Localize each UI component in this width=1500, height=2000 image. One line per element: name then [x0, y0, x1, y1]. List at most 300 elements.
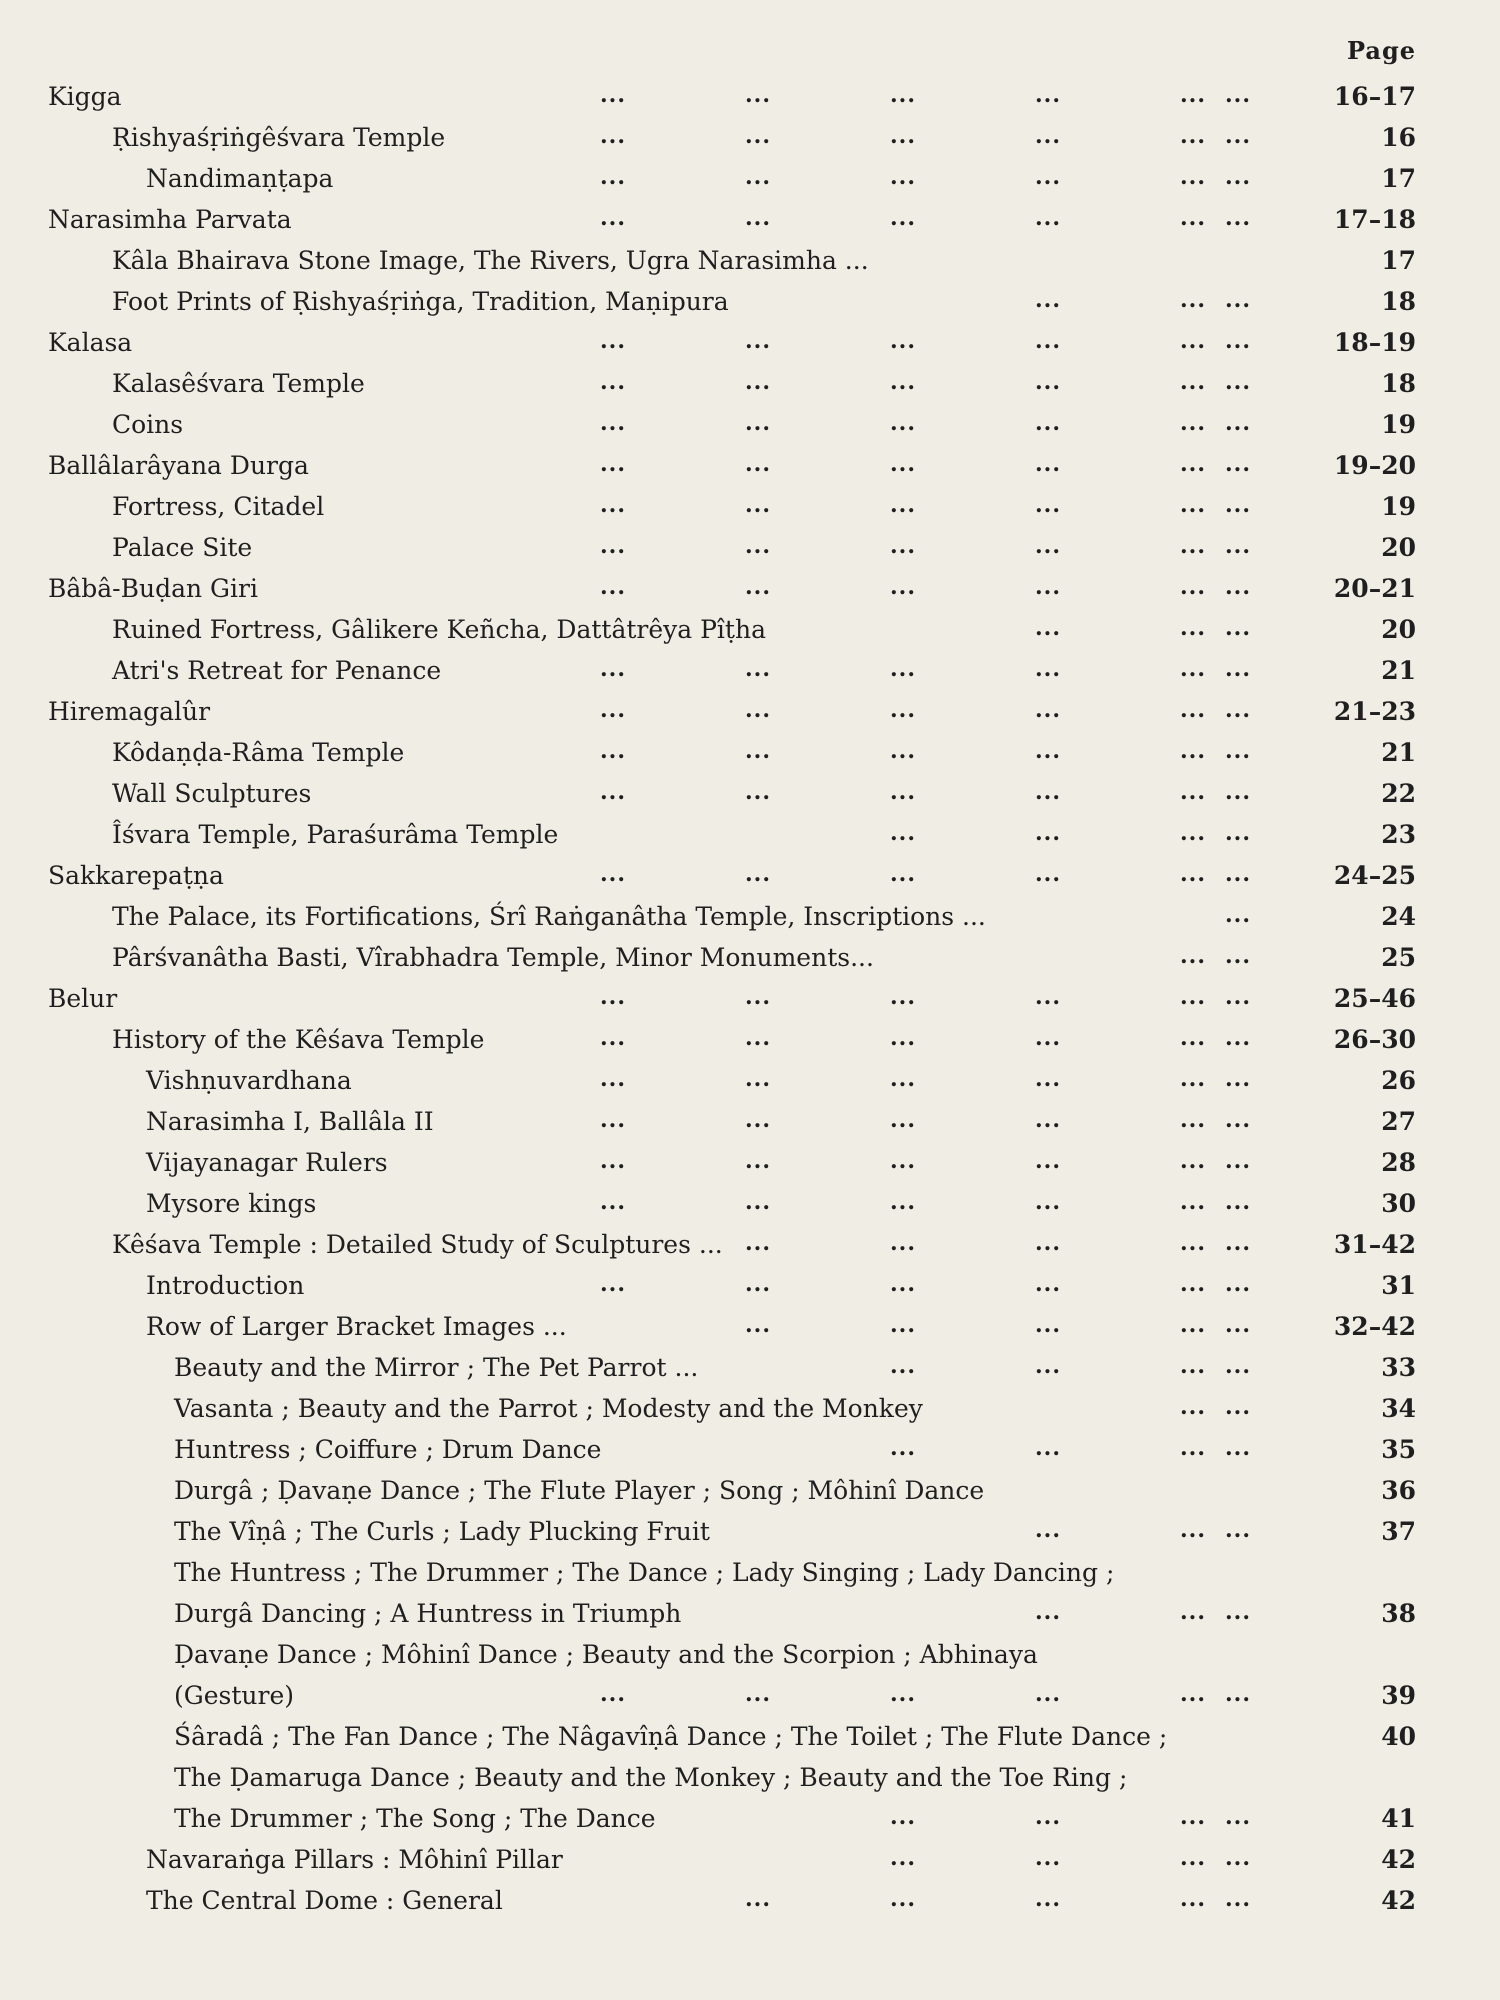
leader-dot-group: ... — [745, 738, 771, 764]
toc-entry-title: Navaraṅga Pillars : Môhinî Pillar — [146, 1845, 563, 1874]
leader-dot-group: ... — [1035, 738, 1061, 764]
leader-dot-group: ... — [745, 861, 771, 887]
toc-entry-title: The Drummer ; The Song ; The Dance — [174, 1804, 656, 1833]
leader-dot-group: ... — [1180, 697, 1206, 723]
toc-entry-title: Ṛishyaśṛiṅgêśvara Temple — [112, 123, 446, 152]
leader-dot-group: ... — [890, 1271, 916, 1297]
toc-row — [0, 695, 1500, 736]
leader-dot-group: ... — [1180, 738, 1206, 764]
leader-dot-group: ... — [890, 164, 916, 190]
page-column-header: Page — [1346, 36, 1416, 65]
leader-dot-group: ... — [1225, 1312, 1251, 1338]
leader-dot-group: ... — [1035, 369, 1061, 395]
toc-page-number: 19–20 — [1333, 451, 1416, 480]
leader-dots — [0, 1845, 1500, 1875]
leader-dot-group: ... — [1035, 1230, 1061, 1256]
leader-dot-group: ... — [600, 984, 626, 1010]
leader-dot-group: ... — [1180, 1312, 1206, 1338]
leader-dot-group: ... — [890, 1107, 916, 1133]
leader-dots — [0, 123, 1500, 153]
leader-dot-group: ... — [890, 1353, 916, 1379]
leader-dot-group: ... — [1035, 697, 1061, 723]
leader-dot-group: ... — [1225, 1066, 1251, 1092]
toc-page-number: 21 — [1381, 738, 1416, 767]
leader-dots — [0, 1640, 1500, 1670]
toc-page-number: 37 — [1381, 1517, 1416, 1546]
leader-dot-group: ... — [745, 1230, 771, 1256]
toc-page-number: 32–42 — [1333, 1312, 1416, 1341]
leader-dot-group: ... — [1225, 943, 1251, 969]
leader-dot-group: ... — [890, 328, 916, 354]
toc-entry-title: Vishṇuvardhana — [146, 1066, 352, 1095]
leader-dot-group: ... — [600, 492, 626, 518]
toc-entry-title: Nandimaṇṭapa — [146, 164, 334, 193]
leader-dot-group: ... — [745, 328, 771, 354]
toc-entry-title: Ballâlarâyana Durga — [48, 451, 309, 480]
leader-dot-group: ... — [745, 656, 771, 682]
leader-dot-group: ... — [1035, 328, 1061, 354]
leader-dot-group: ... — [1035, 123, 1061, 149]
leader-dot-group: ... — [745, 984, 771, 1010]
leader-dot-group: ... — [1180, 1599, 1206, 1625]
leader-dot-group: ... — [1225, 1599, 1251, 1625]
leader-dot-group: ... — [1035, 1435, 1061, 1461]
toc-row — [0, 1433, 1500, 1474]
toc-row — [0, 1064, 1500, 1105]
leader-dot-group: ... — [1180, 1066, 1206, 1092]
toc-page-number: 30 — [1381, 1189, 1416, 1218]
leader-dot-group: ... — [890, 1435, 916, 1461]
leader-dot-group: ... — [1225, 738, 1251, 764]
leader-dot-group: ... — [1225, 1107, 1251, 1133]
leader-dot-group: ... — [600, 738, 626, 764]
leader-dot-group: ... — [1225, 164, 1251, 190]
leader-dots — [0, 1558, 1500, 1588]
leader-dot-group: ... — [1180, 1271, 1206, 1297]
toc-page-number: 26–30 — [1333, 1025, 1416, 1054]
leader-dots — [0, 574, 1500, 604]
toc-page-number: 26 — [1381, 1066, 1416, 1095]
toc-page-number: 38 — [1381, 1599, 1416, 1628]
toc-entry-title: The Huntress ; The Drummer ; The Dance ; Lady Singing ; Lady Dancing ; — [174, 1558, 1115, 1587]
leader-dot-group: ... — [890, 1804, 916, 1830]
leader-dot-group: ... — [1225, 1230, 1251, 1256]
leader-dot-group: ... — [890, 1845, 916, 1871]
toc-entry-title: Hiremagalûr — [48, 697, 211, 726]
toc-row — [0, 859, 1500, 900]
leader-dot-group: ... — [1035, 1886, 1061, 1912]
toc-row — [0, 1023, 1500, 1064]
toc-page-number: 39 — [1381, 1681, 1416, 1710]
toc-row — [0, 1228, 1500, 1269]
leader-dot-group: ... — [1180, 410, 1206, 436]
leader-dot-group: ... — [745, 451, 771, 477]
toc-row — [0, 449, 1500, 490]
leader-dot-group: ... — [1180, 1886, 1206, 1912]
leader-dots — [0, 1599, 1500, 1629]
leader-dot-group: ... — [600, 1271, 626, 1297]
toc-row — [0, 900, 1500, 941]
leader-dot-group: ... — [1180, 820, 1206, 846]
leader-dot-group: ... — [1035, 615, 1061, 641]
leader-dot-group: ... — [890, 1230, 916, 1256]
toc-entry-title: Belur — [48, 984, 118, 1013]
leader-dots — [0, 1394, 1500, 1424]
toc-entry-title: Sakkarepaṭṇa — [48, 861, 224, 890]
toc-row — [0, 285, 1500, 326]
toc-entry-title: Narasimha I, Ballâla II — [146, 1107, 434, 1136]
leader-dot-group: ... — [890, 369, 916, 395]
toc-entry-title: Pârśvanâtha Basti, Vîrabhadra Temple, Minor Monuments... — [112, 943, 874, 972]
leader-dot-group: ... — [1180, 1230, 1206, 1256]
toc-entry-title: Kalasêśvara Temple — [112, 369, 365, 398]
leader-dots — [0, 1722, 1500, 1752]
leader-dot-group: ... — [1035, 1312, 1061, 1338]
toc-row — [0, 244, 1500, 285]
leader-dots — [0, 1763, 1500, 1793]
toc-page-number: 34 — [1381, 1394, 1416, 1423]
leader-dot-group: ... — [1225, 697, 1251, 723]
leader-dot-group: ... — [1180, 656, 1206, 682]
leader-dot-group: ... — [745, 1148, 771, 1174]
leader-dot-group: ... — [600, 1107, 626, 1133]
leader-dot-group: ... — [1180, 1845, 1206, 1871]
toc-entry-title: History of the Kêśava Temple — [112, 1025, 485, 1054]
leader-dot-group: ... — [1225, 861, 1251, 887]
leader-dots — [0, 451, 1500, 481]
leader-dot-group: ... — [1225, 779, 1251, 805]
toc-row — [0, 982, 1500, 1023]
leader-dot-group: ... — [1180, 574, 1206, 600]
leader-dot-group: ... — [1035, 1353, 1061, 1379]
leader-dot-group: ... — [745, 1066, 771, 1092]
leader-dot-group: ... — [890, 533, 916, 559]
leader-dot-group: ... — [1035, 492, 1061, 518]
toc-row — [0, 1269, 1500, 1310]
toc-entry-title: Śâradâ ; The Fan Dance ; The Nâgavîṇâ Dance ; The Toilet ; The Flute Dance ; — [174, 1722, 1168, 1751]
toc-page-number: 18–19 — [1333, 328, 1416, 357]
leader-dot-group: ... — [745, 779, 771, 805]
leader-dot-group: ... — [1035, 1025, 1061, 1051]
leader-dot-group: ... — [1035, 451, 1061, 477]
toc-entry-title: Vijayanagar Rulers — [146, 1148, 388, 1177]
leader-dots — [0, 1189, 1500, 1219]
leader-dots — [0, 779, 1500, 809]
leader-dot-group: ... — [600, 1681, 626, 1707]
leader-dot-group: ... — [1225, 1148, 1251, 1174]
leader-dot-group: ... — [1180, 492, 1206, 518]
toc-entry-title: Palace Site — [112, 533, 253, 562]
toc-page-number: 42 — [1381, 1886, 1416, 1915]
leader-dot-group: ... — [890, 451, 916, 477]
leader-dot-group: ... — [1035, 656, 1061, 682]
leader-dot-group: ... — [1180, 1804, 1206, 1830]
toc-entry-title: The Palace, its Fortifications, Śrî Raṅganâtha Temple, Inscriptions ... — [112, 902, 986, 931]
toc-page-number: 25 — [1381, 943, 1416, 972]
leader-dots — [0, 410, 1500, 440]
leader-dot-group: ... — [1180, 1394, 1206, 1420]
toc-entry-title: Durgâ Dancing ; A Huntress in Triumph — [174, 1599, 682, 1628]
toc-row — [0, 408, 1500, 449]
leader-dot-group: ... — [1180, 1107, 1206, 1133]
toc-row — [0, 1597, 1500, 1638]
leader-dot-group: ... — [1225, 574, 1251, 600]
leader-dot-group: ... — [1180, 943, 1206, 969]
toc-row — [0, 531, 1500, 572]
toc-row — [0, 1720, 1500, 1761]
leader-dots — [0, 656, 1500, 686]
leader-dot-group: ... — [1225, 1517, 1251, 1543]
leader-dot-group: ... — [600, 451, 626, 477]
leader-dots — [0, 738, 1500, 768]
toc-entry-title: Kigga — [48, 82, 122, 111]
leader-dot-group: ... — [1225, 1025, 1251, 1051]
leader-dot-group: ... — [1225, 656, 1251, 682]
leader-dot-group: ... — [600, 861, 626, 887]
leader-dot-group: ... — [1035, 1681, 1061, 1707]
toc-row — [0, 736, 1500, 777]
leader-dot-group: ... — [890, 1025, 916, 1051]
leader-dot-group: ... — [1225, 287, 1251, 313]
leader-dot-group: ... — [890, 984, 916, 1010]
toc-row — [0, 1761, 1500, 1802]
toc-entry-title: Huntress ; Coiffure ; Drum Dance — [174, 1435, 602, 1464]
toc-entry-title: Kalasa — [48, 328, 133, 357]
leader-dot-group: ... — [1225, 328, 1251, 354]
toc-row — [0, 1638, 1500, 1679]
leader-dots — [0, 1271, 1500, 1301]
toc-page-number: 20 — [1381, 533, 1416, 562]
toc-row — [0, 1392, 1500, 1433]
toc-row — [0, 162, 1500, 203]
leader-dot-group: ... — [1225, 123, 1251, 149]
toc-row — [0, 777, 1500, 818]
leader-dots — [0, 1066, 1500, 1096]
toc-entry-title: Îśvara Temple, Paraśurâma Temple — [112, 820, 559, 849]
leader-dot-group: ... — [1225, 205, 1251, 231]
toc-page-number: 17 — [1381, 246, 1416, 275]
leader-dot-group: ... — [890, 861, 916, 887]
leader-dots — [0, 246, 1500, 276]
leader-dots — [0, 492, 1500, 522]
leader-dots — [0, 1025, 1500, 1055]
leader-dot-group: ... — [1035, 1517, 1061, 1543]
toc-page-number: 22 — [1381, 779, 1416, 808]
leader-dots — [0, 1148, 1500, 1178]
leader-dot-group: ... — [600, 164, 626, 190]
leader-dots — [0, 533, 1500, 563]
toc-row — [0, 1679, 1500, 1720]
leader-dot-group: ... — [1180, 369, 1206, 395]
leader-dots — [0, 1886, 1500, 1916]
leader-dots — [0, 205, 1500, 235]
leader-dot-group: ... — [1035, 1599, 1061, 1625]
toc-row — [0, 80, 1500, 121]
leader-dot-group: ... — [745, 697, 771, 723]
leader-dot-group: ... — [1180, 533, 1206, 559]
leader-dot-group: ... — [1035, 205, 1061, 231]
toc-row — [0, 490, 1500, 531]
toc-row — [0, 1474, 1500, 1515]
leader-dots — [0, 369, 1500, 399]
toc-page-number: 17–18 — [1333, 205, 1416, 234]
toc-entry-title: Durgâ ; Ḍavaṇe Dance ; The Flute Player ; Song ; Môhinî Dance — [174, 1476, 985, 1505]
leader-dot-group: ... — [890, 410, 916, 436]
toc-row — [0, 1884, 1500, 1925]
leader-dots — [0, 1435, 1500, 1465]
leader-dot-group: ... — [890, 697, 916, 723]
leader-dot-group: ... — [1180, 615, 1206, 641]
toc-row — [0, 326, 1500, 367]
toc-page-number: 28 — [1381, 1148, 1416, 1177]
leader-dots — [0, 820, 1500, 850]
toc-page-number: 41 — [1381, 1804, 1416, 1833]
leader-dot-group: ... — [1180, 1025, 1206, 1051]
leader-dot-group: ... — [600, 1025, 626, 1051]
leader-dot-group: ... — [1035, 410, 1061, 436]
leader-dot-group: ... — [1225, 369, 1251, 395]
leader-dot-group: ... — [890, 1189, 916, 1215]
leader-dot-group: ... — [1035, 1148, 1061, 1174]
leader-dot-group: ... — [600, 328, 626, 354]
leader-dot-group: ... — [1035, 1107, 1061, 1133]
toc-row — [0, 1146, 1500, 1187]
toc-entry-title: Coins — [112, 410, 184, 439]
toc-entry-title: Row of Larger Bracket Images ... — [146, 1312, 567, 1341]
leader-dot-group: ... — [1180, 287, 1206, 313]
leader-dot-group: ... — [745, 410, 771, 436]
leader-dot-group: ... — [890, 738, 916, 764]
leader-dot-group: ... — [600, 123, 626, 149]
leader-dot-group: ... — [1225, 1394, 1251, 1420]
leader-dot-group: ... — [1180, 1148, 1206, 1174]
toc-page-number: 23 — [1381, 820, 1416, 849]
leader-dots — [0, 1107, 1500, 1137]
leader-dot-group: ... — [600, 1148, 626, 1174]
leader-dot-group: ... — [1180, 205, 1206, 231]
leader-dots — [0, 1476, 1500, 1506]
leader-dot-group: ... — [1225, 1353, 1251, 1379]
leader-dot-group: ... — [1035, 1271, 1061, 1297]
leader-dots — [0, 615, 1500, 645]
leader-dot-group: ... — [1180, 328, 1206, 354]
toc-page-number: 19 — [1381, 492, 1416, 521]
leader-dot-group: ... — [745, 574, 771, 600]
leader-dot-group: ... — [1180, 779, 1206, 805]
leader-dot-group: ... — [1035, 779, 1061, 805]
toc-entry-title: Wall Sculptures — [112, 779, 312, 808]
leader-dot-group: ... — [600, 1189, 626, 1215]
toc-row — [0, 1105, 1500, 1146]
leader-dot-group: ... — [745, 123, 771, 149]
toc-page-number: 36 — [1381, 1476, 1416, 1505]
toc-entry-title: Kâla Bhairava Stone Image, The Rivers, Ugra Narasimha ... — [112, 246, 869, 275]
leader-dot-group: ... — [1225, 1271, 1251, 1297]
leader-dot-group: ... — [745, 164, 771, 190]
leader-dot-group: ... — [1225, 1886, 1251, 1912]
toc-entry-title: The Vîṇâ ; The Curls ; Lady Plucking Fruit — [174, 1517, 710, 1546]
toc-entry-title: Vasanta ; Beauty and the Parrot ; Modesty and the Monkey — [174, 1394, 923, 1423]
toc-entry-title: Kôdaṇḍa-Râma Temple — [112, 738, 405, 767]
leader-dot-group: ... — [1225, 410, 1251, 436]
toc-entry-title: Bâbâ-Buḍan Giri — [48, 574, 258, 603]
toc-entry-title: Narasimha Parvata — [48, 205, 292, 234]
toc-row — [0, 121, 1500, 162]
leader-dot-group: ... — [890, 82, 916, 108]
toc-page-number: 19 — [1381, 410, 1416, 439]
toc-page-number: 21–23 — [1333, 697, 1416, 726]
toc-entry-title: Atri's Retreat for Penance — [112, 656, 442, 685]
toc-page-number: 24 — [1381, 902, 1416, 931]
leader-dot-group: ... — [745, 533, 771, 559]
toc-row — [0, 941, 1500, 982]
toc-row — [0, 1556, 1500, 1597]
toc-entry-title: Fortress, Citadel — [112, 492, 325, 521]
leader-dot-group: ... — [1180, 1517, 1206, 1543]
leader-dots — [0, 902, 1500, 932]
leader-dots — [0, 328, 1500, 358]
toc-row — [0, 1351, 1500, 1392]
leader-dot-group: ... — [1225, 1845, 1251, 1871]
leader-dot-group: ... — [600, 533, 626, 559]
toc-page-number: 21 — [1381, 656, 1416, 685]
toc-page-number: 16–17 — [1333, 82, 1416, 111]
leader-dot-group: ... — [1225, 1435, 1251, 1461]
leader-dot-group: ... — [890, 1886, 916, 1912]
leader-dot-group: ... — [1035, 861, 1061, 887]
leader-dot-group: ... — [600, 369, 626, 395]
toc-entry-title: The Ḍamaruga Dance ; Beauty and the Monkey ; Beauty and the Toe Ring ; — [174, 1763, 1128, 1792]
leader-dot-group: ... — [890, 779, 916, 805]
toc-row — [0, 1187, 1500, 1228]
leader-dots — [0, 1681, 1500, 1711]
toc-row — [0, 1515, 1500, 1556]
leader-dots — [0, 1312, 1500, 1342]
leader-dot-group: ... — [1225, 533, 1251, 559]
toc-row — [0, 1802, 1500, 1843]
toc-page-number: 20 — [1381, 615, 1416, 644]
leader-dot-group: ... — [890, 656, 916, 682]
leader-dot-group: ... — [1035, 574, 1061, 600]
toc-entry-title: Introduction — [146, 1271, 305, 1300]
leader-dot-group: ... — [745, 1681, 771, 1707]
leader-dots — [0, 984, 1500, 1014]
toc-row — [0, 1843, 1500, 1884]
toc-page-number: 24–25 — [1333, 861, 1416, 890]
leader-dots — [0, 943, 1500, 973]
leader-dots — [0, 1517, 1500, 1547]
leader-dot-group: ... — [1180, 82, 1206, 108]
toc-page-number: 33 — [1381, 1353, 1416, 1382]
leader-dot-group: ... — [1035, 533, 1061, 559]
leader-dot-group: ... — [1180, 1189, 1206, 1215]
leader-dot-group: ... — [1035, 984, 1061, 1010]
leader-dot-group: ... — [1225, 82, 1251, 108]
leader-dot-group: ... — [1035, 820, 1061, 846]
leader-dot-group: ... — [745, 82, 771, 108]
leader-dot-group: ... — [600, 82, 626, 108]
toc-row — [0, 1310, 1500, 1351]
toc-row — [0, 613, 1500, 654]
leader-dot-group: ... — [745, 205, 771, 231]
leader-dot-group: ... — [600, 410, 626, 436]
toc-row — [0, 203, 1500, 244]
toc-page-number: 42 — [1381, 1845, 1416, 1874]
leader-dot-group: ... — [1035, 82, 1061, 108]
toc-row — [0, 367, 1500, 408]
leader-dot-group: ... — [1035, 287, 1061, 313]
toc-page-number: 17 — [1381, 164, 1416, 193]
